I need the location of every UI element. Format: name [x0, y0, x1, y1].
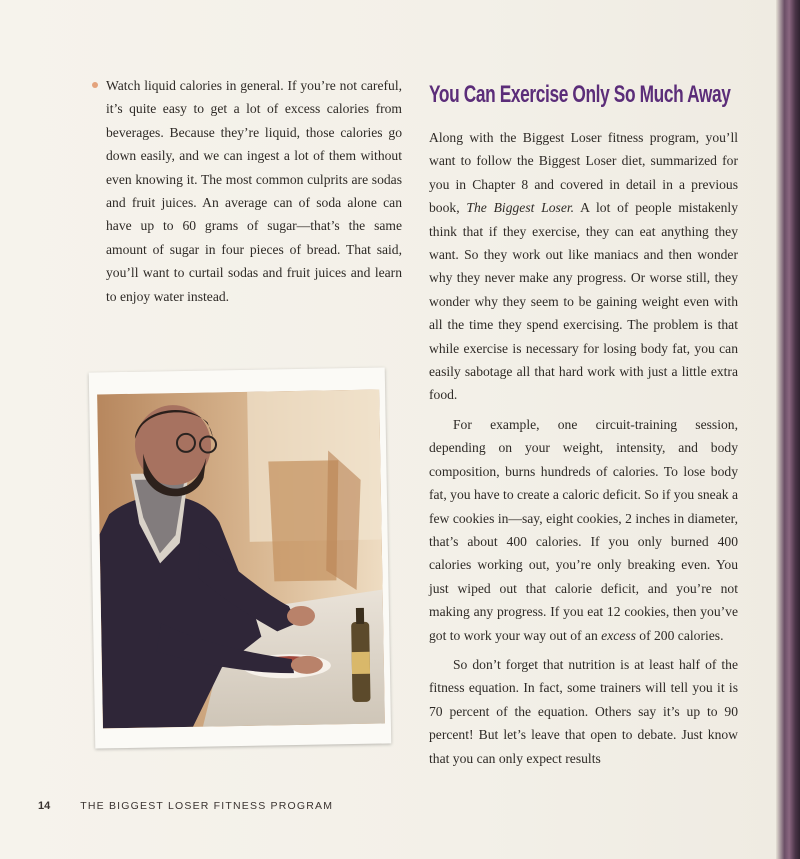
man-cooking-illustration	[97, 390, 385, 729]
page-footer	[38, 800, 333, 812]
paragraph-2-text-end: of 200 calories.	[635, 627, 724, 643]
bullet-text: Watch liquid calories in general. If you’re not careful, it’s quite easy to get a lot of excess calories from beverages. Because they’re liquid, those calories go down easily, and we can ingest a lot of them without even knowing it. The most common culprits are sodas and fruit juices. An average can of soda alone can have up to 60 grams of sugar—that’s the same amount of sugar in four pieces of bread. That said, you’ll want to curtail sodas and fruit juices and learn to enjoy water instead.	[106, 78, 402, 304]
page-number: 14	[38, 800, 51, 812]
section-heading: You Can Exercise Only So Much Away	[429, 81, 731, 108]
book-title: The Biggest Loser.	[466, 200, 575, 216]
bullet-dot-icon	[92, 82, 98, 88]
paragraph-1	[429, 126, 738, 407]
paragraph-2	[429, 413, 738, 647]
cooking-photo	[97, 390, 385, 729]
paragraph-3: So don’t forget that nutrition is at least half of the fitness equation. In fact, some trainers will tell you it is 70 percent of the equation. Others say it’s up to 90 percent! But let’s leave that open to debate. Just know that you can only expect results	[429, 656, 738, 766]
paragraph-1-text-start: Along with the Biggest Loser fitness program, you’ll want to follow the Biggest Loser diet, summarized for you in Chapter 8 and covered in detail in a previous book,	[429, 130, 738, 216]
photo-frame	[89, 367, 392, 748]
paragraph-2-text-start: For example, one circuit-training session, depending on your weight, intensity, and body composition, burns hundreds of calories. To lose body fat, you have to create a caloric deficit. So if you sneak a few cookies in—say, eight cookies, 2 inches in diameter, that’s about 400 calories. If you only burned 400 calories working out, you’re only breaking even. You just wiped out that calorie deficit, and you’re not making any progress. If you eat 12 cookies, then you’ve got to work your way out of an	[429, 416, 738, 643]
paragraph-1-text-end: A lot of people mistakenly think that if they exercise, they can eat anything they want. So they work out like maniacs and then wonder why they never make any progress. Or worse still, they wonder why they seem to be gaining weight even with all the time they spend exercising. The problem is that while exercise is necessary for losing body fat, you can easily sabotage all that hard work with just a little extra food.	[429, 200, 739, 403]
bullet-item	[106, 74, 402, 308]
right-column	[429, 74, 738, 770]
left-column	[106, 74, 402, 308]
emphasis-excess: excess	[601, 627, 636, 643]
book-spine	[776, 0, 800, 859]
running-title: THE BIGGEST LOSER FITNESS PROGRAM	[80, 800, 334, 812]
